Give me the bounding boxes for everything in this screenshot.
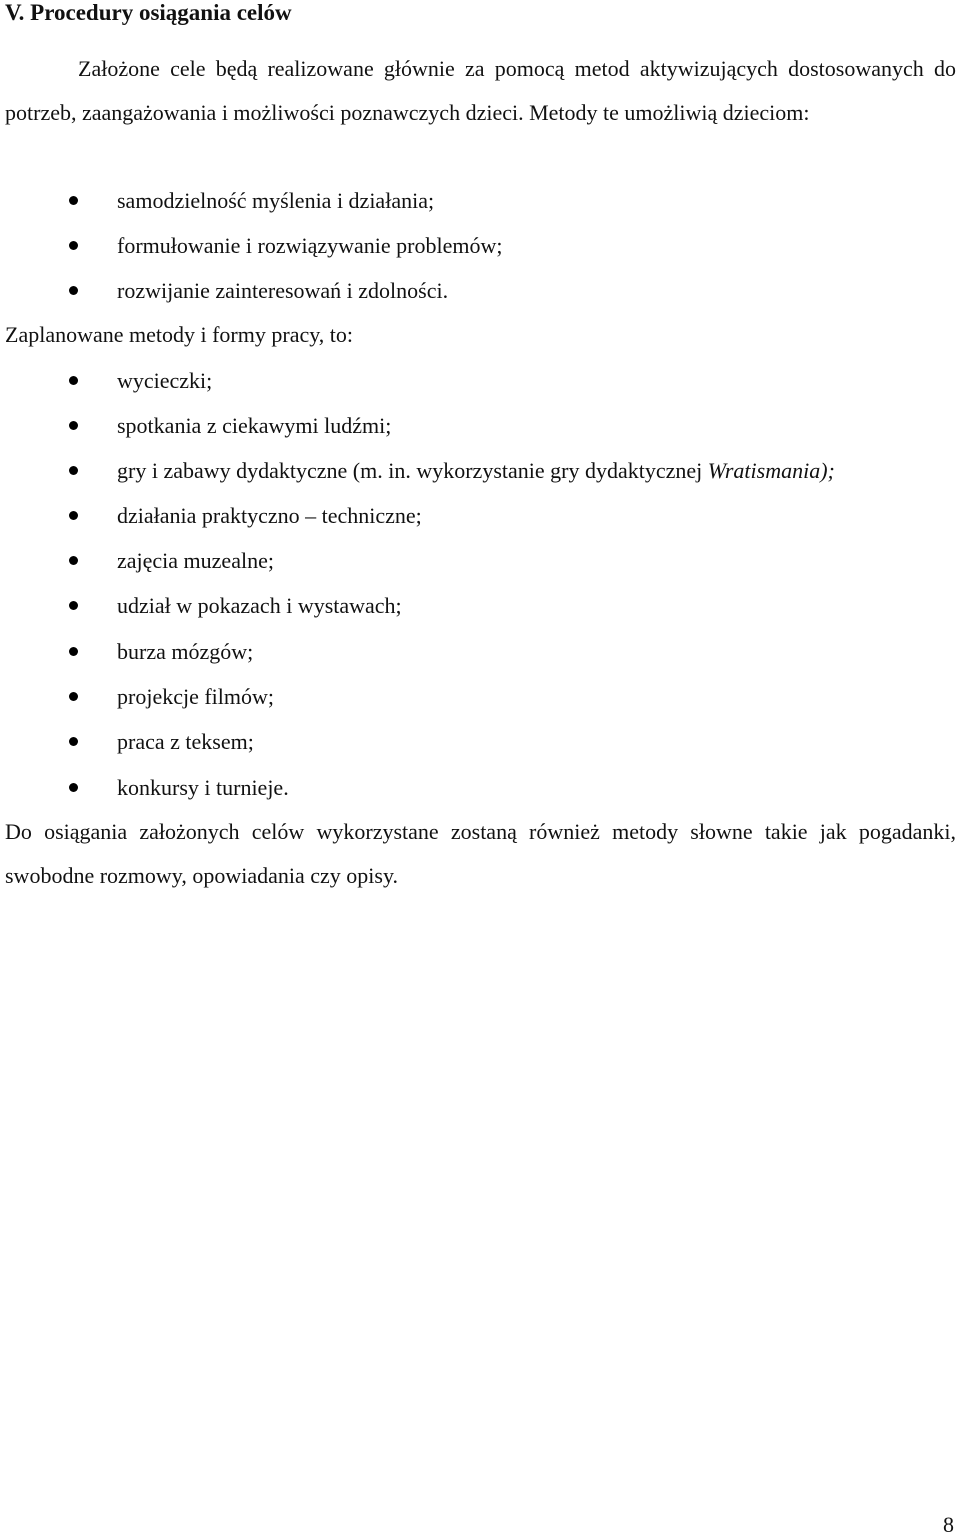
bullet-icon <box>69 783 78 792</box>
game-title-italic: Wratismania); <box>707 458 835 483</box>
intro-paragraph <box>5 47 956 135</box>
bullet-icon <box>69 556 78 565</box>
bullet-icon <box>69 241 78 250</box>
bullet-icon <box>69 286 78 295</box>
list-item-text: praca z teksem; <box>117 729 254 754</box>
page-number: 8 <box>943 1512 954 1537</box>
list-item-text: zajęcia muzealne; <box>117 548 274 573</box>
list-item-text: projekcje filmów; <box>117 684 275 709</box>
bullet-icon <box>69 376 78 385</box>
list-item-text: udział w pokazach i wystawach; <box>117 593 402 618</box>
bullet-icon <box>69 692 78 701</box>
list-item-text: rozwijanie zainteresowań i zdolności. <box>117 278 449 303</box>
closing-paragraph: Do osiągania założonych celów wykorzystane zostaną również metody słowne takie jak pogadanki, swobodne rozmowy, opowiadania czy opisy. <box>5 819 956 888</box>
bullet-icon <box>69 601 78 610</box>
list-item-text: burza mózgów; <box>117 639 254 664</box>
bullet-icon <box>69 511 78 520</box>
methods-intro: Zaplanowane metody i formy pracy, to: <box>5 322 354 347</box>
list-item-text <box>117 449 835 493</box>
list-item-text: spotkania z ciekawymi ludźmi; <box>117 413 392 438</box>
intro-paragraph-text: Założone cele będą realizowane głównie za pomocą metod aktywizujących dostosowanych do potrzeb, zaangażowania i możliwości poznawczych dzieci. Metody te umożliwią dzieciom: <box>5 56 956 125</box>
bullet-icon <box>69 466 78 475</box>
bullet-icon <box>69 647 78 656</box>
list-item-text-main: gry i zabawy dydaktyczne (m. in. wykorzystanie gry dydaktycznej <box>117 458 708 483</box>
list-item-text: samodzielność myślenia i działania; <box>117 188 435 213</box>
list-item-text: konkursy i turnieje. <box>117 775 289 800</box>
list-item-text: działania praktyczno – techniczne; <box>117 503 422 528</box>
bullet-icon <box>69 196 78 205</box>
list-item-text: wycieczki; <box>117 368 213 393</box>
section-heading: V. Procedury osiągania celów <box>5 0 292 25</box>
bullet-icon <box>69 737 78 746</box>
list-item-text: formułowanie i rozwiązywanie problemów; <box>117 233 503 258</box>
bullet-icon <box>69 421 78 430</box>
